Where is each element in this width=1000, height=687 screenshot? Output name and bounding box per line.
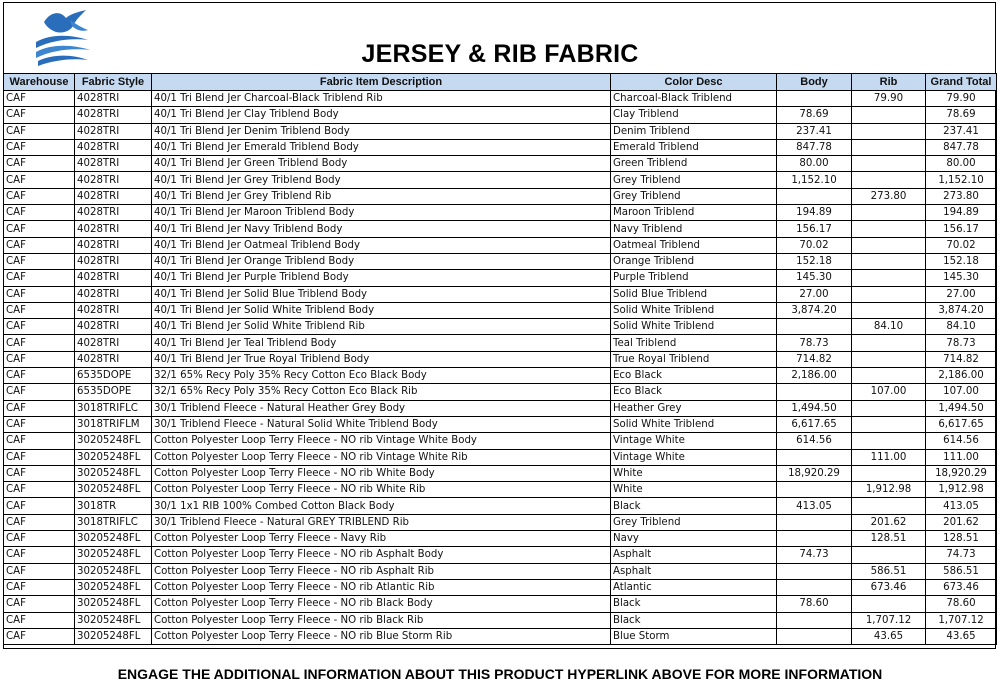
cell-warehouse: CAF	[4, 270, 75, 286]
cell-rib	[852, 205, 926, 221]
cell-description: 40/1 Tri Blend Jer Maroon Triblend Body	[152, 205, 611, 221]
cell-color-desc: Black	[611, 596, 777, 612]
cell-description: 40/1 Tri Blend Jer Navy Triblend Body	[152, 221, 611, 237]
cell-body	[777, 531, 852, 547]
cell-body: 145.30	[777, 270, 852, 286]
column-header-grand-total: Grand Total	[926, 74, 997, 91]
table-row	[4, 416, 997, 432]
table-row	[4, 433, 997, 449]
cell-description: Cotton Polyester Loop Terry Fleece - NO rib Blue Storm Rib	[152, 628, 611, 644]
cell-body	[777, 612, 852, 628]
cell-rib: 84.10	[852, 319, 926, 335]
cell-rib: 586.51	[852, 563, 926, 579]
cell-rib: 201.62	[852, 514, 926, 530]
cell-body	[777, 579, 852, 595]
cell-body: 1,152.10	[777, 172, 852, 188]
cell-grand-total: 273.80	[926, 188, 997, 204]
table-row	[4, 270, 997, 286]
cell-body: 194.89	[777, 205, 852, 221]
cell-grand-total: 1,707.12	[926, 612, 997, 628]
cell-fabric-style: 4028TRI	[75, 156, 152, 172]
cell-body: 6,617.65	[777, 416, 852, 432]
table-row	[4, 91, 997, 107]
cell-rib: 273.80	[852, 188, 926, 204]
cell-color-desc: Denim Triblend	[611, 123, 777, 139]
cell-description: Cotton Polyester Loop Terry Fleece - NO rib Vintage White Rib	[152, 449, 611, 465]
cell-grand-total: 78.60	[926, 596, 997, 612]
cell-body: 237.41	[777, 123, 852, 139]
cell-warehouse: CAF	[4, 351, 75, 367]
cell-grand-total: 1,494.50	[926, 400, 997, 416]
cell-warehouse: CAF	[4, 628, 75, 644]
column-header-warehouse: Warehouse	[4, 74, 75, 91]
table-row	[4, 107, 997, 123]
cell-fabric-style: 30205248FL	[75, 579, 152, 595]
cell-fabric-style: 4028TRI	[75, 253, 152, 269]
cell-body: 3,874.20	[777, 302, 852, 318]
cell-color-desc: Clay Triblend	[611, 107, 777, 123]
cell-color-desc: Navy Triblend	[611, 221, 777, 237]
cell-fabric-style: 30205248FL	[75, 482, 152, 498]
cell-color-desc: Eco Black	[611, 368, 777, 384]
cell-fabric-style: 4028TRI	[75, 319, 152, 335]
column-header-description: Fabric Item Description	[152, 74, 611, 91]
cell-fabric-style: 3018TRIFLC	[75, 514, 152, 530]
cell-grand-total: 78.73	[926, 335, 997, 351]
cell-description: 30/1 1x1 RIB 100% Combed Cotton Black Body	[152, 498, 611, 514]
cell-grand-total: 152.18	[926, 253, 997, 269]
cell-fabric-style: 30205248FL	[75, 563, 152, 579]
column-header-rib: Rib	[852, 74, 926, 91]
cell-color-desc: Maroon Triblend	[611, 205, 777, 221]
cell-warehouse: CAF	[4, 482, 75, 498]
cell-warehouse: CAF	[4, 547, 75, 563]
cell-rib: 673.46	[852, 579, 926, 595]
table-body	[4, 91, 997, 645]
cell-rib	[852, 107, 926, 123]
cell-body: 18,920.29	[777, 465, 852, 481]
cell-warehouse: CAF	[4, 416, 75, 432]
cell-warehouse: CAF	[4, 579, 75, 595]
cell-grand-total: 80.00	[926, 156, 997, 172]
cell-grand-total: 145.30	[926, 270, 997, 286]
cell-rib	[852, 172, 926, 188]
cell-rib: 79.90	[852, 91, 926, 107]
cell-body: 80.00	[777, 156, 852, 172]
cell-fabric-style: 30205248FL	[75, 628, 152, 644]
cell-fabric-style: 4028TRI	[75, 270, 152, 286]
column-header-fabric-style: Fabric Style	[75, 74, 152, 91]
cell-body	[777, 628, 852, 644]
cell-description: 40/1 Tri Blend Jer Emerald Triblend Body	[152, 139, 611, 155]
cell-rib: 107.00	[852, 384, 926, 400]
cell-rib	[852, 139, 926, 155]
cell-warehouse: CAF	[4, 514, 75, 530]
cell-warehouse: CAF	[4, 384, 75, 400]
cell-body: 27.00	[777, 286, 852, 302]
cell-fabric-style: 6535DOPE	[75, 368, 152, 384]
cell-description: Cotton Polyester Loop Terry Fleece - NO rib Black Body	[152, 596, 611, 612]
cell-description: 40/1 Tri Blend Jer Oatmeal Triblend Body	[152, 237, 611, 253]
cell-grand-total: 74.73	[926, 547, 997, 563]
cell-grand-total: 43.65	[926, 628, 997, 644]
cell-body	[777, 563, 852, 579]
cell-fabric-style: 3018TRIFLC	[75, 400, 152, 416]
cell-grand-total: 413.05	[926, 498, 997, 514]
cell-fabric-style: 4028TRI	[75, 123, 152, 139]
cell-rib	[852, 270, 926, 286]
cell-rib	[852, 335, 926, 351]
cell-warehouse: CAF	[4, 465, 75, 481]
cell-color-desc: Solid Blue Triblend	[611, 286, 777, 302]
table-row	[4, 612, 997, 628]
cell-fabric-style: 6535DOPE	[75, 384, 152, 400]
cell-body	[777, 449, 852, 465]
cell-color-desc: Asphalt	[611, 563, 777, 579]
cell-description: 40/1 Tri Blend Jer Teal Triblend Body	[152, 335, 611, 351]
cell-color-desc: Orange Triblend	[611, 253, 777, 269]
table-row	[4, 579, 997, 595]
table-row	[4, 156, 997, 172]
cell-body: 1,494.50	[777, 400, 852, 416]
cell-warehouse: CAF	[4, 368, 75, 384]
cell-warehouse: CAF	[4, 205, 75, 221]
cell-description: 40/1 Tri Blend Jer Charcoal-Black Triblend Rib	[152, 91, 611, 107]
cell-fabric-style: 4028TRI	[75, 205, 152, 221]
cell-warehouse: CAF	[4, 319, 75, 335]
cell-body: 614.56	[777, 433, 852, 449]
cell-fabric-style: 4028TRI	[75, 188, 152, 204]
table-row	[4, 449, 997, 465]
cell-description: 32/1 65% Recy Poly 35% Recy Cotton Eco Black Rib	[152, 384, 611, 400]
cell-rib	[852, 156, 926, 172]
table-row	[4, 498, 997, 514]
cell-fabric-style: 4028TRI	[75, 302, 152, 318]
cell-fabric-style: 30205248FL	[75, 433, 152, 449]
cell-body	[777, 482, 852, 498]
cell-rib	[852, 400, 926, 416]
table-row	[4, 547, 997, 563]
cell-fabric-style: 4028TRI	[75, 107, 152, 123]
cell-grand-total: 27.00	[926, 286, 997, 302]
cell-description: Cotton Polyester Loop Terry Fleece - Navy Rib	[152, 531, 611, 547]
cell-rib: 43.65	[852, 628, 926, 644]
cell-rib	[852, 123, 926, 139]
cell-body	[777, 188, 852, 204]
footer-note: ENGAGE THE ADDITIONAL INFORMATION ABOUT THIS PRODUCT HYPERLINK ABOVE FOR MORE INFORMATION	[117, 666, 883, 682]
cell-rib: 1,912.98	[852, 482, 926, 498]
cell-warehouse: CAF	[4, 221, 75, 237]
cell-grand-total: 84.10	[926, 319, 997, 335]
cell-body: 152.18	[777, 253, 852, 269]
cell-rib: 111.00	[852, 449, 926, 465]
cell-warehouse: CAF	[4, 563, 75, 579]
cell-fabric-style: 3018TR	[75, 498, 152, 514]
cell-fabric-style: 30205248FL	[75, 465, 152, 481]
column-header-color-desc: Color Desc	[611, 74, 777, 91]
cell-fabric-style: 30205248FL	[75, 612, 152, 628]
cell-color-desc: Green Triblend	[611, 156, 777, 172]
cell-warehouse: CAF	[4, 107, 75, 123]
cell-fabric-style: 30205248FL	[75, 531, 152, 547]
cell-rib	[852, 221, 926, 237]
table-row	[4, 531, 997, 547]
cell-description: Cotton Polyester Loop Terry Fleece - NO rib Black Rib	[152, 612, 611, 628]
cell-fabric-style: 3018TRIFLM	[75, 416, 152, 432]
cell-grand-total: 1,152.10	[926, 172, 997, 188]
cell-rib	[852, 237, 926, 253]
cell-body: 70.02	[777, 237, 852, 253]
table-row	[4, 319, 997, 335]
cell-rib	[852, 286, 926, 302]
cell-description: 32/1 65% Recy Poly 35% Recy Cotton Eco Black Body	[152, 368, 611, 384]
cell-warehouse: CAF	[4, 123, 75, 139]
cell-color-desc: Eco Black	[611, 384, 777, 400]
cell-description: 30/1 Triblend Fleece - Natural Solid White Triblend Body	[152, 416, 611, 432]
cell-fabric-style: 30205248FL	[75, 449, 152, 465]
cell-color-desc: White	[611, 482, 777, 498]
cell-color-desc: Navy	[611, 531, 777, 547]
cell-grand-total: 2,186.00	[926, 368, 997, 384]
cell-fabric-style: 30205248FL	[75, 547, 152, 563]
cell-grand-total: 1,912.98	[926, 482, 997, 498]
cell-grand-total: 714.82	[926, 351, 997, 367]
table-row	[4, 172, 997, 188]
cell-color-desc: Grey Triblend	[611, 514, 777, 530]
cell-color-desc: Grey Triblend	[611, 172, 777, 188]
cell-body: 78.73	[777, 335, 852, 351]
cell-grand-total: 70.02	[926, 237, 997, 253]
table-row	[4, 221, 997, 237]
table-row	[4, 253, 997, 269]
cell-description: 40/1 Tri Blend Jer Green Triblend Body	[152, 156, 611, 172]
cell-warehouse: CAF	[4, 156, 75, 172]
cell-grand-total: 18,920.29	[926, 465, 997, 481]
cell-rib	[852, 253, 926, 269]
cell-body	[777, 514, 852, 530]
table-row	[4, 596, 997, 612]
cell-color-desc: Oatmeal Triblend	[611, 237, 777, 253]
cell-rib	[852, 351, 926, 367]
cell-grand-total: 847.78	[926, 139, 997, 155]
cell-color-desc: White	[611, 465, 777, 481]
cell-body: 78.60	[777, 596, 852, 612]
cell-fabric-style: 4028TRI	[75, 286, 152, 302]
cell-fabric-style: 4028TRI	[75, 335, 152, 351]
cell-body: 2,186.00	[777, 368, 852, 384]
cell-grand-total: 586.51	[926, 563, 997, 579]
cell-grand-total: 111.00	[926, 449, 997, 465]
cell-color-desc: Black	[611, 498, 777, 514]
cell-color-desc: Vintage White	[611, 433, 777, 449]
cell-color-desc: True Royal Triblend	[611, 351, 777, 367]
page-title: JERSEY & RIB FABRIC	[361, 40, 639, 68]
cell-warehouse: CAF	[4, 302, 75, 318]
cell-color-desc: Teal Triblend	[611, 335, 777, 351]
table-row	[4, 123, 997, 139]
table-row	[4, 188, 997, 204]
cell-grand-total: 614.56	[926, 433, 997, 449]
cell-fabric-style: 4028TRI	[75, 221, 152, 237]
cell-grand-total: 6,617.65	[926, 416, 997, 432]
cell-color-desc: Charcoal-Black Triblend	[611, 91, 777, 107]
cell-color-desc: Asphalt	[611, 547, 777, 563]
cell-description: 40/1 Tri Blend Jer Grey Triblend Rib	[152, 188, 611, 204]
cell-description: 40/1 Tri Blend Jer Grey Triblend Body	[152, 172, 611, 188]
cell-description: Cotton Polyester Loop Terry Fleece - NO rib Atlantic Rib	[152, 579, 611, 595]
cell-body	[777, 319, 852, 335]
cell-rib: 1,707.12	[852, 612, 926, 628]
cell-description: 30/1 Triblend Fleece - Natural Heather Grey Body	[152, 400, 611, 416]
cell-fabric-style: 30205248FL	[75, 596, 152, 612]
cell-description: Cotton Polyester Loop Terry Fleece - NO rib White Body	[152, 465, 611, 481]
cell-color-desc: Purple Triblend	[611, 270, 777, 286]
cell-warehouse: CAF	[4, 188, 75, 204]
cell-body: 847.78	[777, 139, 852, 155]
cell-color-desc: Solid White Triblend	[611, 319, 777, 335]
cell-warehouse: CAF	[4, 433, 75, 449]
cell-description: 40/1 Tri Blend Jer Solid White Triblend Body	[152, 302, 611, 318]
cell-warehouse: CAF	[4, 596, 75, 612]
cell-description: 40/1 Tri Blend Jer True Royal Triblend Body	[152, 351, 611, 367]
cell-description: 40/1 Tri Blend Jer Orange Triblend Body	[152, 253, 611, 269]
cell-warehouse: CAF	[4, 400, 75, 416]
cell-warehouse: CAF	[4, 498, 75, 514]
cell-rib	[852, 368, 926, 384]
table-row	[4, 237, 997, 253]
table-row	[4, 205, 997, 221]
cell-color-desc: Vintage White	[611, 449, 777, 465]
fabric-table	[3, 73, 997, 645]
cell-grand-total: 79.90	[926, 91, 997, 107]
cell-warehouse: CAF	[4, 172, 75, 188]
cell-description: 40/1 Tri Blend Jer Clay Triblend Body	[152, 107, 611, 123]
cell-warehouse: CAF	[4, 286, 75, 302]
cell-color-desc: Heather Grey	[611, 400, 777, 416]
cell-color-desc: Grey Triblend	[611, 188, 777, 204]
table-row	[4, 286, 997, 302]
table-row	[4, 335, 997, 351]
cell-rib: 128.51	[852, 531, 926, 547]
cell-grand-total: 128.51	[926, 531, 997, 547]
cell-grand-total: 237.41	[926, 123, 997, 139]
table-row	[4, 384, 997, 400]
cell-rib	[852, 596, 926, 612]
cell-rib	[852, 547, 926, 563]
cell-color-desc: Atlantic	[611, 579, 777, 595]
cell-description: Cotton Polyester Loop Terry Fleece - NO rib White Rib	[152, 482, 611, 498]
cell-rib	[852, 302, 926, 318]
cell-grand-total: 156.17	[926, 221, 997, 237]
table-row	[4, 139, 997, 155]
cell-warehouse: CAF	[4, 91, 75, 107]
cell-description: 30/1 Triblend Fleece - Natural GREY TRIBLEND Rib	[152, 514, 611, 530]
cell-body	[777, 384, 852, 400]
cell-fabric-style: 4028TRI	[75, 172, 152, 188]
table-row	[4, 563, 997, 579]
cell-warehouse: CAF	[4, 139, 75, 155]
cell-rib	[852, 416, 926, 432]
cell-grand-total: 3,874.20	[926, 302, 997, 318]
cell-grand-total: 673.46	[926, 579, 997, 595]
cell-description: 40/1 Tri Blend Jer Denim Triblend Body	[152, 123, 611, 139]
cell-fabric-style: 4028TRI	[75, 237, 152, 253]
cell-color-desc: Solid White Triblend	[611, 416, 777, 432]
cell-description: 40/1 Tri Blend Jer Purple Triblend Body	[152, 270, 611, 286]
cell-fabric-style: 4028TRI	[75, 351, 152, 367]
cell-grand-total: 201.62	[926, 514, 997, 530]
cell-color-desc: Emerald Triblend	[611, 139, 777, 155]
cell-description: 40/1 Tri Blend Jer Solid White Triblend Rib	[152, 319, 611, 335]
cell-warehouse: CAF	[4, 237, 75, 253]
cell-description: Cotton Polyester Loop Terry Fleece - NO rib Asphalt Body	[152, 547, 611, 563]
cell-body: 156.17	[777, 221, 852, 237]
column-header-body: Body	[777, 74, 852, 91]
cell-fabric-style: 4028TRI	[75, 91, 152, 107]
table-header-row	[4, 74, 997, 91]
cell-body: 714.82	[777, 351, 852, 367]
cell-rib	[852, 433, 926, 449]
table-row	[4, 482, 997, 498]
table-row	[4, 465, 997, 481]
cell-fabric-style: 4028TRI	[75, 139, 152, 155]
table-row	[4, 302, 997, 318]
cell-color-desc: Solid White Triblend	[611, 302, 777, 318]
cell-warehouse: CAF	[4, 612, 75, 628]
cell-color-desc: Blue Storm	[611, 628, 777, 644]
cell-grand-total: 107.00	[926, 384, 997, 400]
table-row	[4, 368, 997, 384]
cell-grand-total: 78.69	[926, 107, 997, 123]
cell-grand-total: 194.89	[926, 205, 997, 221]
cell-rib	[852, 465, 926, 481]
cell-warehouse: CAF	[4, 531, 75, 547]
table-row	[4, 628, 997, 644]
cell-description: 40/1 Tri Blend Jer Solid Blue Triblend Body	[152, 286, 611, 302]
cell-rib	[852, 498, 926, 514]
cell-body: 74.73	[777, 547, 852, 563]
cell-color-desc: Black	[611, 612, 777, 628]
cell-description: Cotton Polyester Loop Terry Fleece - NO rib Vintage White Body	[152, 433, 611, 449]
cell-body	[777, 91, 852, 107]
cell-body: 413.05	[777, 498, 852, 514]
cell-description: Cotton Polyester Loop Terry Fleece - NO rib Asphalt Rib	[152, 563, 611, 579]
table-row	[4, 351, 997, 367]
table-row	[4, 400, 997, 416]
cell-warehouse: CAF	[4, 449, 75, 465]
cell-body: 78.69	[777, 107, 852, 123]
cell-warehouse: CAF	[4, 335, 75, 351]
table-row	[4, 514, 997, 530]
cell-warehouse: CAF	[4, 253, 75, 269]
